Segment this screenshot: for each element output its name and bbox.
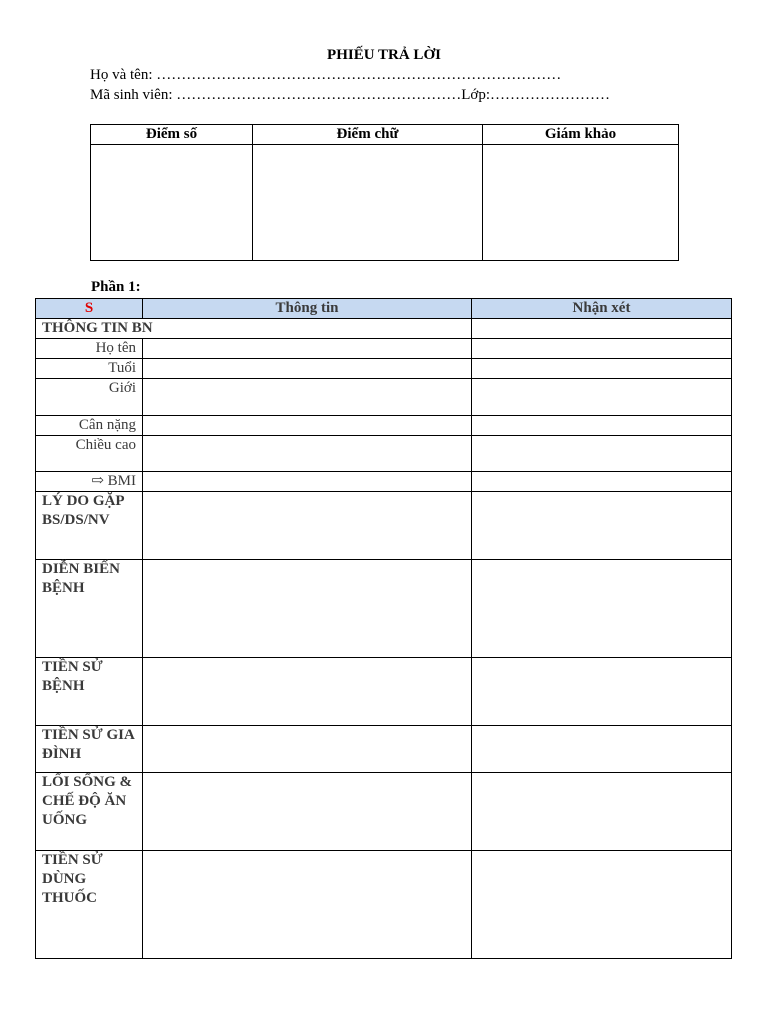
col-header-comment: Nhận xét (472, 299, 732, 319)
comment-cell[interactable] (472, 658, 732, 726)
info-cell[interactable] (143, 726, 472, 773)
comment-cell[interactable] (472, 319, 732, 339)
comment-cell[interactable] (472, 359, 732, 379)
row-label-family-history: TIỀN SỬ GIA ĐÌNH (36, 726, 143, 773)
row-label-gender: Giới (36, 379, 143, 416)
comment-cell[interactable] (472, 436, 732, 472)
section-patient-info: THÔNG TIN BN (36, 319, 472, 339)
info-cell[interactable] (143, 359, 472, 379)
comment-cell[interactable] (472, 773, 732, 851)
col-header-info: Thông tin (143, 299, 472, 319)
info-cell[interactable] (143, 492, 472, 560)
row-label-bmi: ⇨ BMI (36, 472, 143, 492)
score-examiner-cell[interactable] (483, 145, 679, 261)
row-label-height: Chiều cao (36, 436, 143, 472)
page-title: PHIẾU TRẢ LỜI (327, 47, 441, 63)
score-header-examiner: Giám khảo (483, 125, 679, 145)
score-number-cell[interactable] (91, 145, 253, 261)
row-label-visit-reason: LÝ DO GẶP BS/DS/NV (36, 492, 143, 560)
comment-cell[interactable] (472, 560, 732, 658)
row-label-name: Họ tên (36, 339, 143, 359)
score-header-words: Điểm chữ (253, 125, 483, 145)
comment-cell[interactable] (472, 726, 732, 773)
part-label: Phần 1: (91, 279, 141, 295)
comment-cell[interactable] (472, 339, 732, 359)
info-cell[interactable] (143, 339, 472, 359)
score-header-number: Điểm số (91, 125, 253, 145)
student-id-line: Mã sinh viên: …………………………………………………Lớp:…………………… (90, 87, 611, 103)
row-label-medication-history: TIỀN SỬ DÙNG THUỐC (36, 851, 143, 959)
row-label-weight: Cân nặng (36, 416, 143, 436)
info-cell[interactable] (143, 658, 472, 726)
score-table (90, 124, 679, 261)
row-label-age: Tuổi (36, 359, 143, 379)
score-words-cell[interactable] (253, 145, 483, 261)
answer-table (35, 298, 732, 959)
comment-cell[interactable] (472, 472, 732, 492)
info-cell[interactable] (143, 416, 472, 436)
comment-cell[interactable] (472, 379, 732, 416)
comment-cell[interactable] (472, 851, 732, 959)
info-cell[interactable] (143, 773, 472, 851)
info-cell[interactable] (143, 436, 472, 472)
info-cell[interactable] (143, 851, 472, 959)
row-label-lifestyle: LỐI SỐNG & CHẾ ĐỘ ĂN UỐNG (36, 773, 143, 851)
comment-cell[interactable] (472, 492, 732, 560)
info-cell[interactable] (143, 379, 472, 416)
col-header-s: S (36, 299, 143, 319)
name-line: Họ và tên: ……………………………………………………………………… (90, 67, 562, 83)
row-label-disease-progress: DIỄN BIẾN BỆNH (36, 560, 143, 658)
comment-cell[interactable] (472, 416, 732, 436)
info-cell[interactable] (143, 560, 472, 658)
info-cell[interactable] (143, 472, 472, 492)
row-label-medical-history: TIỀN SỬ BỆNH (36, 658, 143, 726)
